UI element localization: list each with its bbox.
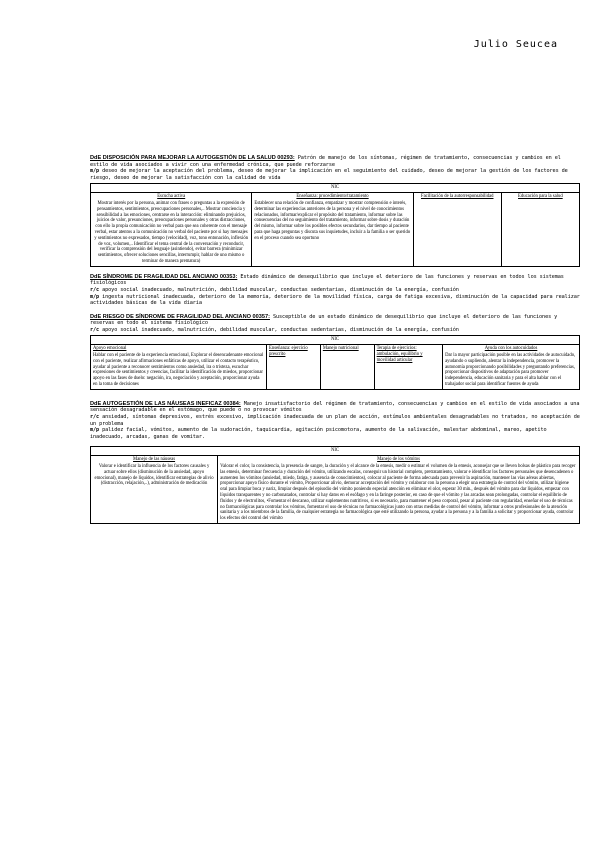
diagnosis-paragraph bbox=[90, 274, 580, 307]
nic-column-body: Mostrar interés por la persona, animar con frases o preguntas a la expresión de pensamientos, sentimientos, preocupaciones personales,.. Mostrar conciencia y sensibilidad a las emociones, centrarse en la interacción: eliminando prejuicios, juicios de valor, presunciones, preocupaciones personales y otras distracciones, con ello la propia comunicación no verbal para que sea coherente con el mensaje verbal, estar atentos a la comunicación no verbal del paciente por si hay mensajes y sentimientos no expresados, tiempo (velocidad), voz, tono entonación, inflexión de voz, volumen,.. Identificar el tema central de la conversación y reconducir, verificar la comprensión del lenguaje (asintiendo), evitar barrera (minimizar sentimientos, ofrecer soluciones sencillas, interrumpir, hablar de uno mismo o terminar de manera prematura) bbox=[94, 200, 249, 264]
nic-table bbox=[90, 335, 580, 389]
diagnosis-paragraph bbox=[90, 314, 580, 334]
nic-column bbox=[91, 193, 252, 267]
nic-table bbox=[90, 183, 580, 266]
diagnosis-code: DdE DISPOSICIÓN PARA MEJORAR LA AUTOGESTIÓN DE LA SALUD 00293: bbox=[90, 155, 295, 161]
diagnosis-definition: Estado dinámico de desequilibrio que incluye el deterioro de las funciones y reservas en todos los sistemas fisiológicos bbox=[90, 273, 564, 287]
diagnosis-definition: Susceptible de un estado dinámico de desequilibrio que incluye el deterioro de las funciones y reservas en todo el sistema fisiológico bbox=[90, 313, 558, 327]
nic-header: NIC bbox=[91, 336, 580, 345]
nic-header: NIC bbox=[91, 447, 580, 456]
nic-column-title: Facilitación de la autorresponsabilidad bbox=[420, 194, 494, 200]
nic-column-body: Hablar con el paciente de la experiencia emocional, Explorar el desencadenante emocional con el paciente, realizar afirmaciones enfáticas de apoyo, utilizar el contacto terapéutico, ayudar al paciente a reconocer sentimientos como ansiedad, ira o tristeza, escuchar expresiones de sentimientos y creencias, facilitar la identificación de miedos, proporcionar apoyo en las fases de duelo: negación, ira, negociación y aceptación, proporcionar ayuda en la toma de decisiones bbox=[93, 353, 264, 388]
diagnosis-definition: Manejo insatisfactorio del régimen de tratamiento, consecuencias y cambios en el estilo de vida asociados a una sensación desagradable en el estómago, que puede o no provocar vómitos bbox=[90, 400, 580, 414]
mp-label: m/p bbox=[90, 168, 100, 175]
mp-text: palidez facial, vómitos, aumento de la sudoración, taquicardia, agitación psicomotora, aumento de la salivación, malestar abdominal, mareo, apetito inadecuado, arcadas, ganas de vomitar. bbox=[90, 427, 547, 440]
nic-column bbox=[91, 345, 267, 390]
author-name: Julio Seucea bbox=[473, 39, 558, 50]
rc-text: ansiedad, síntomas depresivos, estrés excesivo, implicación inadecuada de un plan de acción, estímulos ambientales desagradables no tratados, no aceptación de un problema bbox=[90, 414, 580, 427]
rc-label: r/c bbox=[90, 286, 100, 293]
nic-column bbox=[252, 193, 413, 267]
nic-column-title: Ayuda con los autocuidados bbox=[484, 346, 538, 352]
rc-label: r/c bbox=[90, 326, 100, 333]
diagnosis-paragraph bbox=[90, 155, 580, 181]
diagnosis-self-management bbox=[90, 155, 580, 267]
nic-column bbox=[267, 345, 321, 390]
nic-column-title: Manejo de las náuseas bbox=[133, 457, 176, 463]
nic-column-title: Terapia de ejercicios: ambulación, equilibrio y movilidad articular bbox=[376, 346, 423, 363]
rc-label: r/c bbox=[90, 414, 100, 421]
nic-header: NIC bbox=[91, 184, 580, 193]
nic-column-body: Establecer una relación de confianza, empatizar y mostrar comprensión e interés, determinar las experiencias anteriores de la persona y el nivel de conocimientos relacionados, informar/explicar el propósito del tratamiento, informar sobre las consecuencias del no seguimiento del tratamiento, informar sobre dosis y duración del mismo, informar sobre los posibles efectos secundarios, dar tiempo al paciente para que haga preguntas y discuta sus inquietudes, incluir a la familia o ser querido en el proceso cuando sea oportuno bbox=[254, 200, 411, 241]
nic-column bbox=[443, 345, 580, 390]
nic-column-title: Manejo de los vómitos bbox=[377, 457, 420, 463]
mp-text: ingesta nutricional inadecuada, deterioro de la memoria, deterioro de la movilidad física, carga de fatiga excesiva, disminución de la capacidad para realizar actividades básicas de la vida diaria bbox=[90, 293, 580, 307]
document-body bbox=[90, 155, 580, 531]
mp-label: m/p bbox=[90, 427, 100, 434]
diagnosis-paragraph bbox=[90, 401, 580, 441]
mp-text: deseo de mejorar la aceptación del problema, deseo de mejorar la implicación en el seguimiento del cuidado, deseo de mejorar la gestión de los factores de riesgo, deseo de mejorar la satisfacción con la calidad de vida bbox=[90, 168, 568, 181]
diagnosis-definition: Patrón de manejo de los síntomas, régimen de tratamiento, consecuencias y cambios en el estilo de vida asociados a vivir con una enfermedad crónica, que puede reforzarse bbox=[90, 155, 561, 168]
nic-column bbox=[91, 456, 218, 524]
nic-column-title: Educación para la salud bbox=[518, 194, 563, 200]
nic-column-title: Manejo nutricional bbox=[322, 346, 359, 352]
diagnosis-code: DdE AUTOGESTIÓN DE LAS NÁUSEAS INEFICAZ 00384: bbox=[90, 400, 241, 407]
rc-text: apoyo social inadecuado, malnutrición, debilidad muscular, conductas sedentarias, disminución de la energía, confusión bbox=[99, 326, 459, 333]
nic-column bbox=[413, 193, 501, 267]
nic-column-title: Enseñanza: procedimiento/tratamiento bbox=[296, 194, 369, 200]
nic-column-title: Enseñanza: ejercicio prescrito bbox=[269, 346, 308, 358]
diagnosis-code: DdE SÍNDROME DE FRAGILIDAD DEL ANCIANO 00353: bbox=[90, 273, 238, 280]
diagnosis-code: DdE RIESGO DE SÍNDROME DE FRAGILIDAD DEL ANCIANO 00357: bbox=[90, 313, 270, 320]
nic-table bbox=[90, 446, 580, 524]
nic-column bbox=[374, 345, 442, 390]
nic-column-title: Escucha activa bbox=[157, 194, 186, 200]
nic-column-body: Dar la mayor participación posible en las actividades de autocuidado, ayudando o supliendo, alentar la independencia, promover la autonomía proporcionando posibilidades y preguntando preferencias, proporcionar dispositivos de adaptación para promover independencia, educación sanitaria y para el alta hablar con el trabajador social para identificar fuentes de ayuda bbox=[445, 353, 576, 388]
mp-label: m/p bbox=[90, 293, 100, 300]
nic-column-body: Valorar e identificar la influencia de los factores causales y actuar sobre ellos (disminución de la ansiedad, apoyo emocional), manejo de líquidos, identificar estrategias de alivio (distracción, relajación,..), administración de medicación bbox=[94, 464, 214, 487]
nic-column bbox=[218, 456, 580, 524]
nic-column bbox=[320, 345, 374, 390]
rc-text: apoyo social inadecuado, malnutrición, debilidad muscular, conductas sedentarias, disminución de la energía, confusión bbox=[99, 286, 459, 293]
diagnosis-frailty bbox=[90, 274, 580, 307]
nic-column bbox=[501, 193, 579, 267]
nic-column-body: Valorar el color, la consistencia, la presencia de sangre, la duración y el alcance de la emesis, medir o estimar el volumen de la emesis, aconsejar que se lleven bolsas de plástico para recoger las emesis, determinar frecuencia y duración del vómito, utilizando escalas, conseguir un historial completo, pretratamiento, valorar e identificar los factores personales que desencadenen o aumenten los vómitos (ansiedad, miedo, fatiga, y ausencia de conocimientos), colocar al paciente de forma adecuada para prevenir la aspiración, mantener las vías aéreas abiertas, proporcionar apoyo físico durante el vómito, Proporcionar alivio, demorar acceptación del vómito y colaborar con la persona a elegir una estrategia de control del vómito, utilizar higiene oral para limpiar boca y nariz, limpiar después del episodio del vómito poniendo especial atención en eliminar el olor, esperar 30 min., después del vómito para dar líquidos, empezar con líquidos transparentes y no carbonatados, controlar si hay datos en el esófago y en la faringe posterior, en caso de que el vómito y las arcadas sean prolongadas, controlar el equilibrio de fluidos y de electrolitos, •Fomentar el descanso, utilizar suplementos nutritivos, si es necesario, para mantener el peso corporal, pesar al paciente con regularidad, enseñar el uso de técnicas no farmacológicas para controlar los vómitos, fomentar el uso de técnicas no farmacológicas junto con otras medidas de control del vómito, informar a otros profesionales de la atención sanitaria y a los miembros de la familia, de cualquier estrategia no farmacológica que esté utilizando la persona, ayudar a la persona y a la familia a solicitar y proporcionar ayuda, controlar los efectos del control del vómito bbox=[220, 464, 576, 522]
diagnosis-frailty-risk bbox=[90, 314, 580, 390]
nic-column-title: Apoyo emocional bbox=[93, 346, 127, 352]
diagnosis-nausea bbox=[90, 401, 580, 524]
